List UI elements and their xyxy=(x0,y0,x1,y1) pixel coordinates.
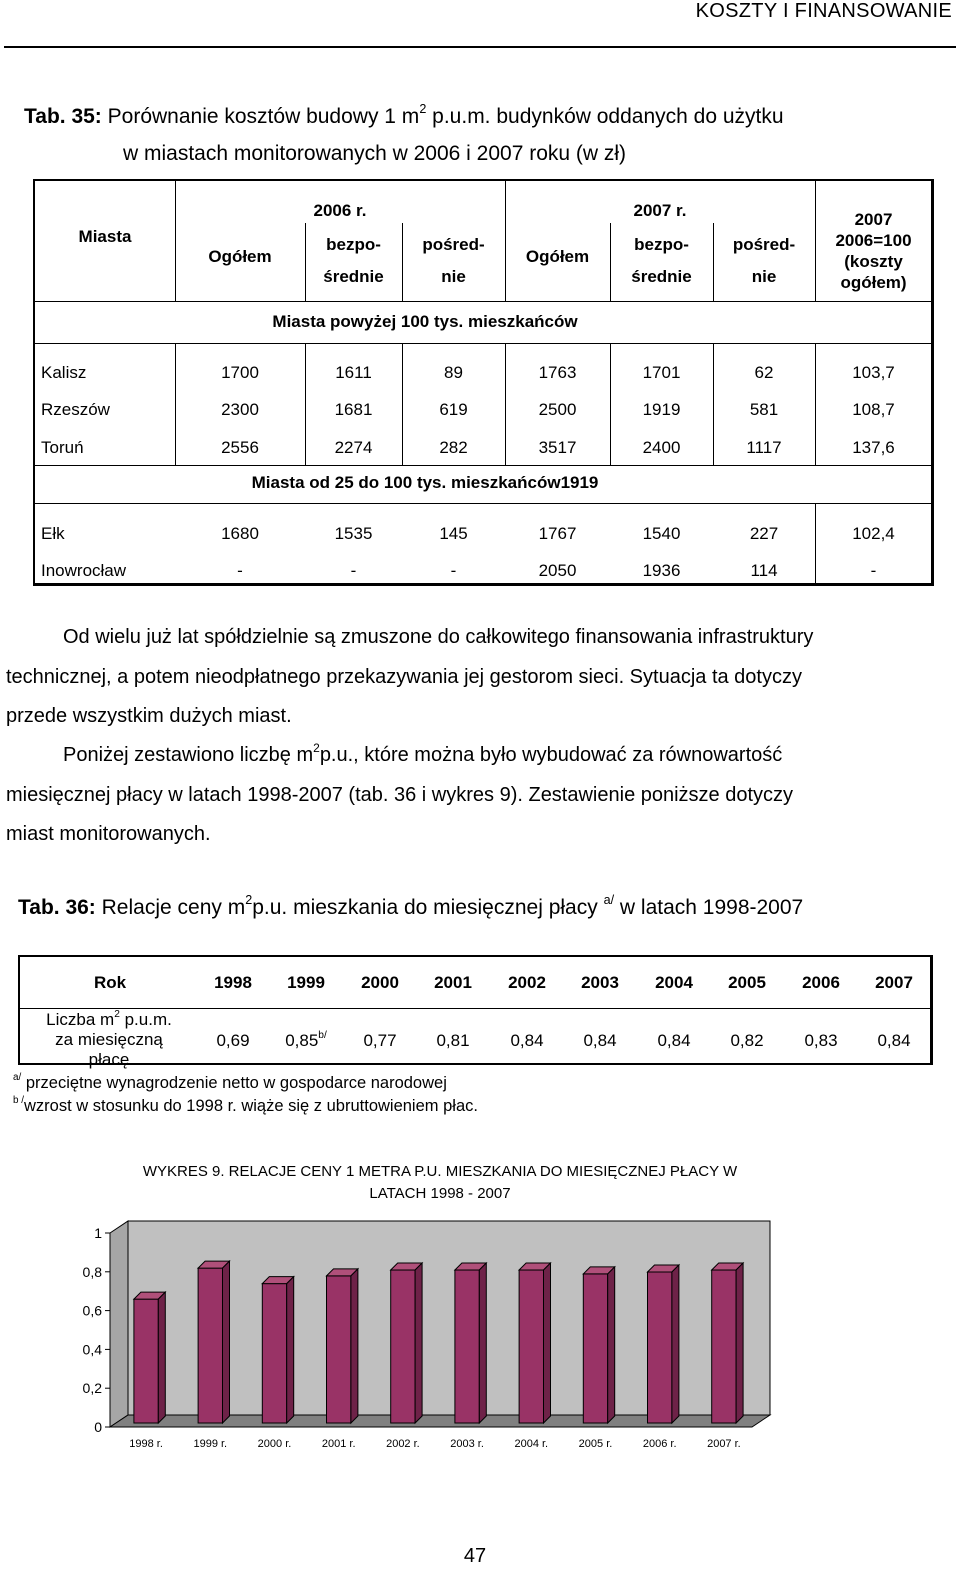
table35-label: Tab. 35: xyxy=(24,105,102,128)
table36-label: Tab. 36: xyxy=(18,896,96,919)
t36-year: 2001 xyxy=(434,973,472,992)
t35-row-city: Inowrocław xyxy=(41,561,127,580)
chart-bar xyxy=(583,1274,607,1423)
t35-ratio-1: 2007 xyxy=(854,210,893,229)
chart-bar-side xyxy=(222,1261,229,1423)
t35-cell: 103,7 xyxy=(852,363,895,382)
t36-row-label-sup: 2 xyxy=(114,1008,120,1020)
t35-cell: 62 xyxy=(754,363,774,382)
chart-bar xyxy=(648,1272,672,1423)
body-paragraph-1 xyxy=(6,618,946,737)
t35-row-city: Ełk xyxy=(41,524,65,543)
t35-cell: 1680 xyxy=(221,524,259,543)
chart-bar-side xyxy=(543,1263,550,1423)
table35-title-1-end: p.u.m. budynków oddanych do użytku xyxy=(426,105,784,128)
t35-cell: 108,7 xyxy=(852,400,895,419)
chart-y-tick-label: 0,2 xyxy=(82,1380,102,1397)
t35-cell: 1919 xyxy=(642,400,681,419)
table36-title-b: p.u. mieszkania do miesięcznej płacy xyxy=(252,896,598,919)
t35-cell: 282 xyxy=(439,438,468,457)
t35-cell: - xyxy=(237,561,243,580)
t35-section-1: Miasta powyżej 100 tys. mieszkańców xyxy=(272,312,578,331)
t36-value: 0,84 xyxy=(657,1031,691,1050)
t35-head-ratio xyxy=(815,209,932,293)
chart-x-tick-label: 2000 r. xyxy=(257,1438,292,1450)
t35-cell: 581 xyxy=(749,400,779,419)
chart-bar xyxy=(327,1276,351,1423)
p2-sup: 2 xyxy=(313,740,320,755)
header-rule xyxy=(4,46,956,48)
t35-cell: 227 xyxy=(749,524,779,543)
t35-cell: 1117 xyxy=(746,438,782,457)
t35-ratio-3: (koszty xyxy=(844,252,903,271)
t35-cell: 2500 xyxy=(538,400,577,419)
chart-bar-side xyxy=(351,1269,358,1423)
chart-y-tick-label: 0,8 xyxy=(82,1263,102,1280)
chart-bar xyxy=(712,1270,736,1423)
table35 xyxy=(33,179,934,586)
t35-cell: 2400 xyxy=(642,438,681,457)
t36-head-rok: Rok xyxy=(93,973,127,992)
t35-ratio-4: ogółem) xyxy=(840,273,907,292)
table36-title-sup: a/ xyxy=(603,893,615,908)
chart-x-tick-label: 1999 r. xyxy=(193,1438,228,1450)
t36-value: 0,82 xyxy=(730,1031,764,1050)
p2-line: miesięcznej płacy w latach 1998-2007 (tab. 36 i wykres 9). Zestawienie poniższe dotyczy xyxy=(6,783,794,806)
chart-bar-side xyxy=(672,1265,679,1423)
chart-bar-side xyxy=(287,1277,294,1423)
p1-line: Od wielu już lat spółdzielnie są zmuszone do całkowitego finansowania infrastruktury xyxy=(63,626,814,648)
chart-bar xyxy=(391,1270,415,1423)
footnote-a-text: przeciętne wynagrodzenie netto w gospodarce narodowej xyxy=(25,1074,447,1092)
t35-cell: 145 xyxy=(439,524,468,543)
t36-row-label-2: za miesięczną xyxy=(55,1030,163,1049)
chart-x-tick-label: 2005 r. xyxy=(578,1438,613,1450)
t36-year: 1999 xyxy=(287,973,325,992)
t36-year: 2000 xyxy=(361,973,399,992)
chart-bar xyxy=(134,1299,158,1423)
t35-cell: 2300 xyxy=(221,400,259,419)
footnote-a-mark: a/ xyxy=(13,1072,22,1084)
chart-y-tick-label: 0,4 xyxy=(82,1341,102,1358)
t35-head-posred2-2007: nie xyxy=(751,267,777,286)
chart-bar xyxy=(198,1268,222,1423)
chart-bar xyxy=(519,1270,543,1423)
t35-cell: - xyxy=(350,561,357,580)
t35-cell: 1701 xyxy=(642,363,681,382)
t35-row-city: Toruń xyxy=(41,438,84,457)
t36-value: 0,85 xyxy=(285,1031,319,1050)
t36-value: 0,84 xyxy=(877,1031,911,1050)
chart-y-tick-label: 1 xyxy=(94,1225,102,1241)
t35-cell: - xyxy=(870,561,877,580)
chart-title-1: WYKRES 9. RELACJE CENY 1 METRA P.U. MIESZKANIA DO MIESIĘCZNEJ PŁACY W xyxy=(142,1163,738,1180)
t36-value: 0,83 xyxy=(804,1031,838,1050)
t35-cell: 137,6 xyxy=(852,438,895,457)
chart-bar-side xyxy=(415,1263,422,1423)
t35-cell: 3517 xyxy=(538,438,577,457)
t35-row-city: Rzeszów xyxy=(41,400,110,419)
t35-cell: 2274 xyxy=(334,438,373,457)
chart-x-tick-label: 2003 r. xyxy=(450,1438,484,1450)
t35-head-posred2-2006: nie xyxy=(441,267,466,286)
t35-head-bezpo-2007: bezpo- xyxy=(634,235,689,254)
t36-row-label-1 xyxy=(20,1010,198,1030)
t35-cell: 1763 xyxy=(538,363,577,382)
t35-hline xyxy=(35,503,932,504)
t36-value-sup: b/ xyxy=(318,1029,327,1041)
table36-sup: 2 xyxy=(245,893,253,908)
t35-section-2: Miasta od 25 do 100 tys. mieszkańców1919 xyxy=(251,473,599,492)
t36-year: 2005 xyxy=(728,973,766,992)
chart-x-tick-label: 2001 r. xyxy=(321,1438,356,1450)
t35-head-ogolem-2006: Ogółem xyxy=(208,247,272,266)
t35-cell: 2050 xyxy=(538,561,577,580)
p2-line xyxy=(6,736,946,776)
t35-ratio-2: 2006=100 xyxy=(835,231,912,250)
t35-hline xyxy=(35,465,932,466)
chart-x-tick-label: 2004 r. xyxy=(514,1438,549,1450)
t35-hline xyxy=(35,301,932,302)
t36-year: 2007 xyxy=(875,973,913,992)
t35-vline xyxy=(175,181,176,301)
t36-year: 1998 xyxy=(214,973,252,992)
chart-x-tick-label: 1998 r. xyxy=(129,1438,163,1450)
chart-bar-side xyxy=(479,1263,486,1423)
t35-hline xyxy=(35,343,932,344)
t36-value: 0,84 xyxy=(583,1031,617,1050)
chart-bar xyxy=(455,1270,479,1423)
t35-cell: 1611 xyxy=(335,363,372,382)
t35-head-bezpo-2006: bezpo- xyxy=(326,235,381,254)
page-number: 47 xyxy=(463,1545,487,1567)
t36-row-label-3: płacę xyxy=(88,1050,130,1069)
table35-title-2: w miastach monitorowanych w 2006 i 2007 roku (w zł) xyxy=(123,142,627,165)
t35-cell: 114 xyxy=(750,561,778,580)
table36 xyxy=(18,955,933,1069)
t36-row-label-text2: p.u.m. xyxy=(119,1010,172,1029)
t35-cell: 1540 xyxy=(642,524,681,543)
t35-head-bezpo2-2006: średnie xyxy=(323,267,384,286)
bar-chart xyxy=(0,1215,960,1460)
t36-value: 0,69 xyxy=(216,1031,250,1050)
t36-value: 0,84 xyxy=(510,1031,544,1050)
t35-head-posred-2006: pośred- xyxy=(422,235,485,254)
t35-cell: 619 xyxy=(439,400,468,419)
chart-x-tick-label: 2007 r. xyxy=(707,1438,741,1450)
chart-title xyxy=(90,1161,790,1205)
t35-row-city: Kalisz xyxy=(41,363,87,382)
p1-line: technicznej, a potem nieodpłatnego przekazywania jej gestorom sieci. Sytuacja ta dotyczy xyxy=(6,665,802,688)
chart-y-tick-label: 0 xyxy=(94,1419,102,1435)
t35-cell: 2556 xyxy=(221,438,259,457)
t36-year: 2003 xyxy=(581,973,619,992)
t35-cell: 1681 xyxy=(334,400,373,419)
footnote-b-mark: b / xyxy=(13,1095,24,1107)
chart-bar-side xyxy=(158,1292,165,1423)
chart-x-tick-label: 2006 r. xyxy=(642,1438,677,1450)
table35-sup: 2 xyxy=(419,102,427,117)
t35-cell: 102,4 xyxy=(852,524,895,543)
t36-year: 2002 xyxy=(508,973,546,992)
t36-value: 0,77 xyxy=(363,1031,397,1050)
t36-row-label-text: Liczba m xyxy=(46,1010,115,1029)
t36-value-1999 xyxy=(273,1031,339,1051)
chart-x-tick-label: 2002 r. xyxy=(386,1438,420,1450)
t35-cell: 1535 xyxy=(334,524,373,543)
chart-bar-side xyxy=(608,1267,615,1423)
t35-vline xyxy=(505,181,506,301)
t36-row-label xyxy=(20,1010,198,1070)
body-paragraph-2 xyxy=(6,736,946,855)
t36-year: 2004 xyxy=(655,973,693,992)
t36-year: 2006 xyxy=(802,973,840,992)
table35-caption xyxy=(24,98,784,172)
chart-side-wall xyxy=(110,1221,128,1427)
chart-bar xyxy=(262,1284,286,1423)
chart-bar-side xyxy=(736,1263,743,1423)
t35-head-2006: 2006 r. xyxy=(313,201,367,220)
chart-title-2: LATACH 1998 - 2007 xyxy=(369,1185,511,1202)
p2-line: miast monitorowanych. xyxy=(6,823,211,845)
t35-cell: 89 xyxy=(444,363,463,382)
p2-text-a: Poniżej zestawiono liczbę m xyxy=(63,744,314,766)
p1-line: przede wszystkim dużych miast. xyxy=(6,705,292,727)
table35-title-1: Porównanie kosztów budowy 1 m xyxy=(107,105,420,128)
footnote-b-text: wzrost w stosunku do 1998 r. wiąże się z ubruttowieniem płac. xyxy=(23,1097,478,1115)
table36-title-c: w latach 1998-2007 xyxy=(614,896,804,919)
table36-title-a: Relacje ceny m xyxy=(101,896,246,919)
t36-hline xyxy=(20,1008,930,1009)
t35-cell: 1700 xyxy=(221,363,259,382)
t35-head-miasta: Miasta xyxy=(78,227,132,246)
chart-y-tick-label: 0,6 xyxy=(82,1302,102,1319)
p2-text-b: p.u., które można było wybudować za równowartość xyxy=(319,744,783,766)
table36-caption xyxy=(18,893,804,920)
t35-cell: 1767 xyxy=(538,524,577,543)
t35-cell: 1936 xyxy=(642,561,681,580)
footnote-b xyxy=(13,1097,478,1116)
t35-head-bezpo2-2007: średnie xyxy=(631,267,692,286)
t35-head-ogolem-2007: Ogółem xyxy=(525,247,590,266)
t35-cell: - xyxy=(450,561,457,580)
footnote-a xyxy=(13,1074,447,1093)
t35-head-2007: 2007 r. xyxy=(633,201,687,220)
t35-head-posred-2007: pośred- xyxy=(732,235,796,254)
running-head: KOSZTY I FINANSOWANIE xyxy=(695,0,952,22)
t36-value: 0,81 xyxy=(436,1031,470,1050)
